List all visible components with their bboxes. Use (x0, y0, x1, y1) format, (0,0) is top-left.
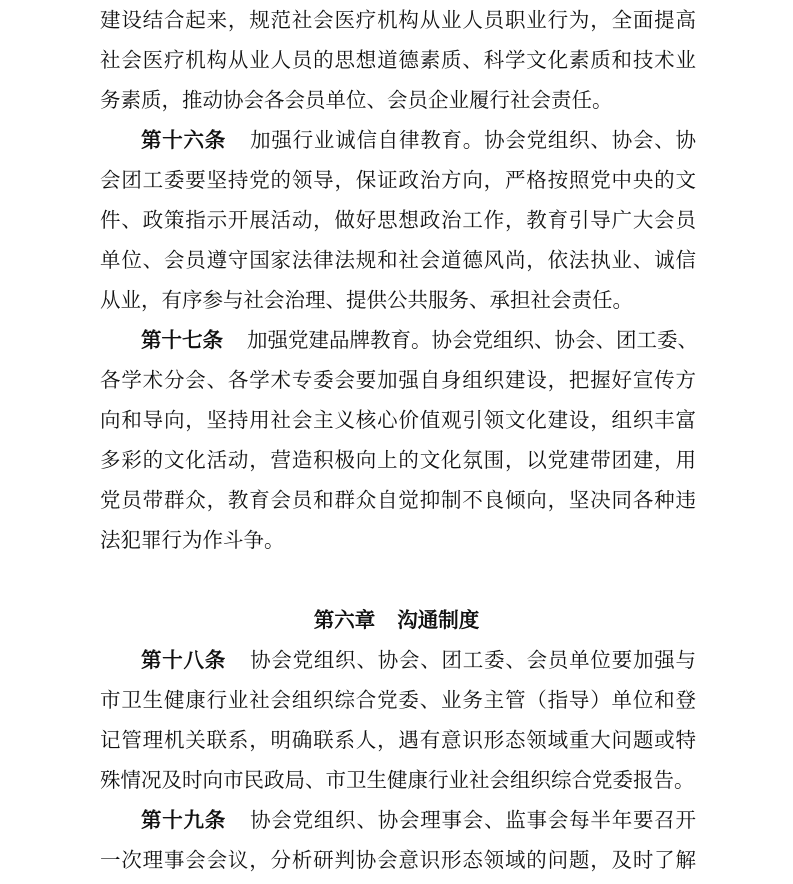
paragraph-line: 党员带群众，教育会员和群众自觉抑制不良倾向，坚决同各种违 (100, 488, 696, 512)
chapter-number: 第六章 (313, 608, 376, 632)
paragraph-line: 向和导向，坚持用社会主义核心价值观引领文化建设，组织丰富 (100, 408, 696, 432)
article-16-first-line (141, 120, 696, 160)
article-16-label: 第十六条 (141, 128, 227, 152)
paragraph-line: 市卫生健康行业社会组织综合党委、业务主管（指导）单位和登 (100, 688, 696, 712)
article-17-label: 第十七条 (141, 328, 223, 352)
article-17-text: 加强党建品牌教育。协会党组织、协会、团工委、 (247, 328, 698, 352)
article-19-first-line (141, 800, 696, 840)
paragraph-line: 件、政策指示开展活动，做好思想政治工作，教育引导广大会员 (100, 208, 696, 232)
paragraph-line: 记管理机关联系，明确联系人，遇有意识形态领域重大问题或特 (100, 728, 696, 752)
paragraph-line: 从业，有序参与社会治理、提供公共服务、承担社会责任。 (100, 288, 633, 312)
paragraph-line: 一次理事会会议，分析研判协会意识形态领域的问题，及时了解 (100, 848, 696, 872)
paragraph-line: 建设结合起来，规范社会医疗机构从业人员职业行为，全面提高 (100, 8, 696, 32)
article-16-text: 加强行业诚信自律教育。协会党组织、协会、协 (250, 128, 697, 152)
paragraph-line: 会团工委要坚持党的领导，保证政治方向，严格按照党中央的文 (100, 168, 696, 192)
paragraph-line: 务素质，推动协会各会员单位、会员企业履行社会责任。 (100, 88, 613, 112)
article-17-first-line (141, 320, 696, 360)
paragraph-line: 社会医疗机构从业人员的思想道德素质、科学文化素质和技术业 (100, 48, 696, 72)
chapter-title: 沟通制度 (397, 608, 480, 632)
paragraph-line: 法犯罪行为作斗争。 (100, 528, 285, 552)
paragraph-line: 单位、会员遵守国家法律法规和社会道德风尚，依法执业、诚信 (100, 248, 696, 272)
chapter-heading (0, 600, 793, 640)
paragraph-line: 殊情况及时向市民政局、市卫生健康行业社会组织综合党委报告。 (100, 768, 695, 792)
paragraph-line: 多彩的文化活动，营造积极向上的文化氛围，以党建带团建，用 (100, 448, 696, 472)
article-18-label: 第十八条 (141, 648, 227, 672)
article-18-first-line (141, 640, 696, 680)
paragraph-line: 各学术分会、各学术专委会要加强自身组织建设，把握好宣传方 (100, 368, 696, 392)
article-19-label: 第十九条 (141, 808, 227, 832)
article-19-text: 协会党组织、协会理事会、监事会每半年要召开 (250, 808, 697, 832)
article-18-text: 协会党组织、协会、团工委、会员单位要加强与 (250, 648, 697, 672)
